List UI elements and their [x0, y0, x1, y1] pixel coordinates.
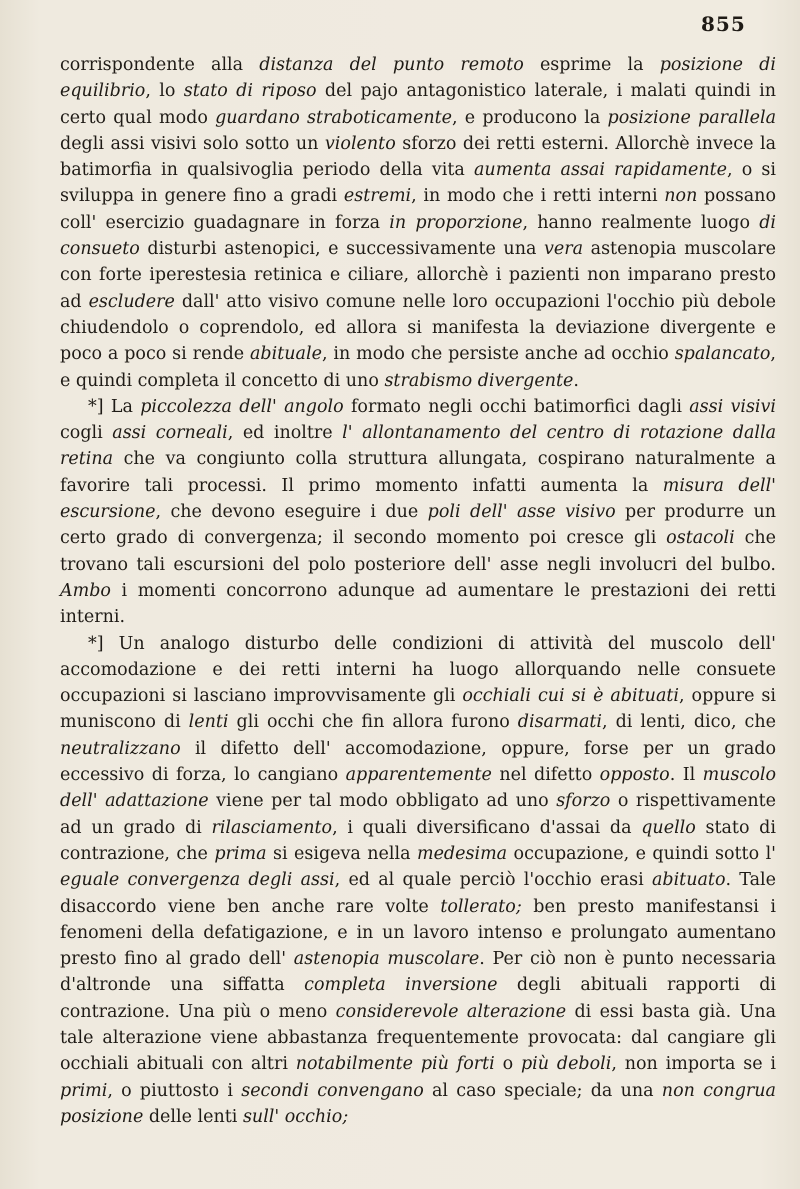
italic-segment: più deboli	[520, 1054, 612, 1075]
italic-segment: apparentemente	[345, 765, 492, 786]
text-segment: il difetto dell' accomodazione, oppure, forse per un grado eccessivo di forza, lo cangiano	[60, 738, 776, 786]
italic-segment: notabilmente più forti	[295, 1054, 495, 1075]
text-segment: degli abituali rapporti di contrazione. Una più o meno	[60, 975, 776, 1022]
text-segment: , che devono eseguire i due	[155, 502, 428, 523]
italic-segment: lenti	[188, 712, 229, 733]
italic-segment: disarmati	[517, 712, 603, 733]
paragraph-3	[60, 631, 776, 1131]
italic-segment: non	[664, 186, 698, 207]
italic-segment: aumenta assai rapidamente	[473, 160, 727, 181]
text-segment: si esigeva nella	[266, 843, 417, 864]
text-segment: *]	[88, 633, 119, 654]
italic-segment: escludere	[88, 291, 175, 312]
text-segment: La	[110, 396, 141, 417]
italic-segment: abituale	[250, 344, 322, 365]
italic-segment: completa inversione	[304, 975, 498, 996]
italic-segment: rilasciamento	[211, 817, 333, 838]
text-segment: , i quali diversificano d'assai da	[332, 817, 642, 838]
text-segment: di essi basta già. Una tale alterazione viene abbastanza frequentemente provocata: dal cangiare gli occhiali abituali con altri	[60, 1001, 777, 1075]
italic-segment: secondi convengano	[241, 1080, 424, 1101]
italic-segment: opposto	[599, 765, 670, 786]
text-segment: degli assi visivi solo sotto un	[60, 133, 325, 154]
italic-segment: spalancato	[674, 344, 771, 365]
italic-segment: considerevole alterazione	[335, 1001, 567, 1022]
italic-segment: occhiali cui si è abituati	[462, 686, 680, 707]
text-segment: dall' atto visivo comune nelle loro occupazioni l'occhio più debole chiudendolo o coprendolo, ed allora si manifesta la deviazione divergente e poco a poco si rende	[60, 291, 776, 365]
text-segment: , ed inoltre	[227, 423, 343, 444]
text-segment: esprime la	[523, 55, 660, 75]
italic-segment: muscolo dell' adattazione	[60, 765, 776, 812]
text-segment: occupazione, e quindi sotto l'	[507, 843, 776, 864]
text-segment: , o si sviluppa in genere fino a gradi	[60, 160, 776, 207]
text-segment: o rispettivamente ad un grado di	[60, 791, 776, 838]
text-segment: possano coll' esercizio guadagnare in forza	[60, 186, 776, 233]
paragraph-1	[60, 52, 776, 394]
paragraph-2	[60, 394, 776, 631]
text-segment: o	[494, 1054, 521, 1075]
italic-segment: sull' occhio;	[242, 1106, 349, 1127]
body-text	[60, 52, 776, 1130]
text-segment: stato di contrazione, che	[60, 817, 776, 864]
text-segment: , hanno realmente luogo	[522, 212, 760, 233]
text-segment: i momenti concorrono adunque ad aumentare le prestazioni dei retti interni.	[60, 580, 776, 628]
text-segment: , lo	[145, 81, 184, 102]
text-segment: . Il	[669, 765, 703, 786]
text-segment: che va congiunto colla struttura allungata, cospirano naturalmente a favorire tali processi. Il primo momento infatti aumenta la	[60, 449, 776, 496]
text-segment: Un analogo disturbo delle condizioni di attività del muscolo dell' accomodazione e dei retti interni ha luogo allorquando nelle consuete occupazioni si lasciano improvvisamente gli	[60, 633, 776, 707]
text-segment: *]	[88, 396, 111, 417]
text-segment: , non importa se i	[611, 1054, 777, 1075]
italic-segment: Ambo	[60, 580, 111, 601]
text-segment: gli occhi che fin allora furono	[228, 712, 518, 733]
text-segment: , in modo che i retti interni	[411, 186, 665, 207]
text-segment: per produrre un certo grado di convergenza; il secondo momento poi cresce gli	[60, 502, 776, 549]
text-segment: del pajo antagonistico laterale, i malati quindi in certo qual modo	[60, 81, 776, 128]
italic-segment: primi	[60, 1080, 108, 1101]
text-segment: corrispondente alla	[60, 55, 260, 75]
italic-segment: estremi	[343, 186, 412, 207]
text-segment: astenopia muscolare con forte iperestesia retinica e ciliare, allorchè i pazienti non imparano presto ad	[60, 239, 777, 312]
italic-segment: posizione parallela	[607, 107, 777, 128]
italic-segment: vera	[544, 239, 584, 260]
text-segment: , e quindi completa il concetto di uno	[60, 344, 776, 391]
text-segment: , in modo che persiste anche ad occhio	[321, 344, 675, 365]
italic-segment: astenopia muscolare	[293, 949, 480, 970]
text-segment: che trovano tali escursioni del polo posteriore dell' asse negli involucri del bulbo.	[60, 528, 776, 575]
text-segment: nel difetto	[491, 765, 600, 786]
italic-segment: sforzo	[556, 791, 611, 812]
italic-segment: quello	[641, 817, 696, 838]
italic-segment: stato di riposo	[183, 81, 317, 102]
italic-segment: poli dell' asse visivo	[427, 502, 616, 523]
italic-segment: neutralizzano	[60, 738, 181, 759]
text-segment: disturbi astenopici, e successivamente una	[139, 239, 544, 260]
text-segment: cogli	[60, 423, 113, 444]
italic-segment: tollerato;	[440, 896, 522, 917]
italic-segment: non congrua posizione	[60, 1080, 776, 1127]
text-segment: , di lenti, dico, che	[602, 712, 776, 733]
page-number: 855	[701, 12, 746, 36]
italic-segment: eguale convergenza degli assi	[60, 870, 335, 891]
italic-segment: assi corneali	[112, 423, 228, 444]
text-segment: , oppure si muniscono di	[60, 686, 776, 733]
italic-segment: violento	[324, 133, 396, 154]
italic-segment: medesima	[416, 843, 508, 864]
italic-segment: posizione di equilibrio	[60, 55, 776, 102]
text-segment: ben presto manifestansi i fenomeni della defatigazione, e in un lavoro intenso e prolungato aumentano presto fino al grado dell'	[60, 896, 776, 970]
italic-segment: in proporzione	[389, 212, 523, 233]
italic-segment: ostacoli	[666, 528, 735, 549]
italic-segment: l' allontanamento del centro di rotazione dalla retina	[60, 423, 777, 470]
italic-segment: di consueto	[60, 212, 776, 260]
text-segment: sforzo dei retti esterni. Allorchè invece la batimorfia in qualsivoglia periodo della vita	[60, 133, 776, 181]
italic-segment: guardano straboticamente	[215, 107, 453, 128]
text-segment: delle lenti	[143, 1106, 243, 1127]
text-segment: viene per tal modo obbligato ad uno	[208, 791, 557, 812]
text-segment: . Tale disaccordo viene ben anche rare volte	[60, 870, 776, 917]
text-segment: .	[573, 370, 579, 391]
italic-segment: prima	[214, 843, 267, 864]
text-segment: , o piuttosto i	[107, 1080, 242, 1101]
text-segment: , e producono la	[452, 107, 608, 128]
text-segment: . Per ciò non è punto necessaria d'altronde una siffatta	[60, 949, 777, 996]
italic-segment: assi visivi	[689, 396, 777, 417]
text-segment: , ed al quale perciò l'occhio erasi	[334, 870, 652, 891]
italic-segment: distanza del punto remoto	[259, 55, 524, 75]
text-segment: al caso speciale; da una	[423, 1080, 662, 1101]
italic-segment: misura dell' escursione	[60, 475, 776, 523]
italic-segment: abituato	[651, 870, 726, 891]
italic-segment: strabismo divergente	[384, 370, 574, 391]
italic-segment: piccolezza dell' angolo	[140, 396, 344, 417]
text-segment: formato negli occhi batimorfici dagli	[343, 396, 690, 417]
